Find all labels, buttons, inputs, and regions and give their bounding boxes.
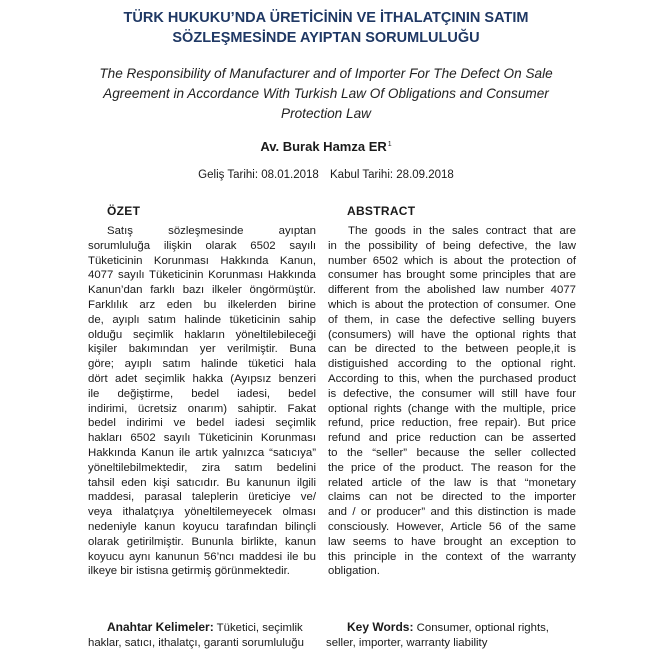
text-line: different from the abolished law number 4077	[328, 284, 576, 297]
text-line: can be directed to the between people,it is	[328, 343, 576, 356]
text-line: dört adet seçimlik hakka (Ayıpsız benzeri	[88, 372, 316, 385]
text-line: 4077 sayılı Tüketicinin Korunması Hakkında	[88, 269, 316, 282]
title-line: SÖZLEŞMESİNDE AYIPTAN SORUMLULUĞU	[172, 30, 480, 46]
title-line: TÜRK HUKUKU’NDA ÜRETİCİNİN VE İTHALATÇININ SATIM	[123, 10, 529, 26]
text-line: distiguished according to the optional right.	[328, 358, 576, 371]
keywords-text: haklar, satıcı, ithalatçı, garanti sorumluluğu	[88, 637, 304, 649]
text-line: of them, in case the defective selling buyers	[328, 313, 576, 326]
text-line: Kanun’dan farklı bazı ilkeler öngörmüştür.	[88, 284, 316, 297]
received-date: Geliş Tarihi: 08.01.2018	[198, 169, 319, 181]
text-line: hakları 6502 sayılı Tüketicinin Korunması	[88, 432, 316, 445]
text-line: bedel indirimi ve bedel iadesi seçimlik	[88, 417, 316, 430]
accepted-date: Kabul Tarihi: 28.09.2018	[330, 169, 454, 181]
text-line: The goods in the sales contract that are	[348, 225, 576, 237]
paper-title-english	[60, 64, 592, 124]
keywords-label: Anahtar Kelimeler:	[107, 620, 214, 634]
abstract-body	[328, 224, 576, 579]
text-line: de, ayıplı satım halinde tüketicinin sahip	[88, 313, 316, 326]
keywords-text: Consumer, optional rights,	[416, 622, 549, 634]
keywords-label: Key Words:	[347, 620, 414, 634]
text-line: Hakkında Kanun ile artık yalnızca “satıcıya”	[88, 446, 316, 459]
text-line: which is about the protection of consumer. One	[328, 298, 576, 311]
keywords-text: Tüketici, seçimlik	[216, 622, 303, 634]
text-line: veya ithalatçıya yöneltilemeyecek olması	[88, 506, 316, 519]
text-line: number 6502 which is about the protection of	[328, 254, 576, 267]
abstract-heading: ABSTRACT	[347, 204, 416, 218]
text-line: claims can not be directed to the importer	[328, 491, 576, 504]
text-line: the price of the product. The reason for the	[328, 461, 576, 474]
text-line: According to this, when the purchased product	[328, 372, 576, 385]
text-line: olarak getirilmiştir. Bununla birlikte, kanun	[88, 535, 316, 548]
text-line: yöneltilebilmektedir, zira satım bedelini	[88, 461, 316, 474]
author-line	[0, 139, 652, 154]
text-line: ilkeye bir istisna getirmiş görünmektedir.	[88, 565, 290, 578]
text-line: related article of the law is that “monetary	[328, 476, 576, 489]
text-line: optional rights (change with the multiple, price	[328, 402, 576, 415]
subtitle-line: The Responsibility of Manufacturer and of Importer For The Defect On Sale	[99, 66, 553, 81]
text-line: in the possibility of being defective, the law	[328, 239, 576, 252]
subtitle-line: Protection Law	[281, 106, 371, 121]
text-line: Farklılık arz eden bu ilkelerden birine	[88, 298, 316, 311]
text-line: tahsil eden kişi satıcıdır. Bu kanunun ilgili	[88, 476, 316, 489]
submission-dates	[0, 169, 652, 181]
subtitle-line: Agreement in Accordance With Turkish Law Of Obligations and Consumer	[103, 86, 549, 101]
text-line: Tüketicinin Korunması Hakkında Kanun,	[88, 254, 316, 267]
text-line: koyucu aynı kanunun 56’ncı maddesi ile bu	[88, 550, 316, 563]
text-line: Satış sözleşmesinde ayıptan	[107, 225, 316, 237]
text-line: olduğu seçimlik hakların yöneltilebileceği	[88, 328, 316, 341]
text-line: consciously. However, Article 56 of the same	[328, 520, 576, 533]
text-line: refund and price reduction can be asserted	[328, 432, 576, 445]
text-line: to the “seller” because the seller collected	[328, 446, 576, 459]
ozet-body	[88, 224, 316, 579]
text-line: nedeniyle kanun koyucu tarafından bilinçli	[88, 520, 316, 533]
ozet-heading: ÖZET	[107, 204, 141, 218]
author-name: Av. Burak Hamza ER	[260, 139, 387, 154]
text-line: göre; ayıplı satım halinde tüketici hala	[88, 358, 316, 371]
author-footnote-marker[interactable]: 1	[387, 140, 392, 148]
keywords-english	[326, 620, 578, 651]
keywords-turkish	[88, 620, 320, 651]
text-line: refund, price reduction, free repair). But price	[328, 417, 576, 430]
text-line: indirimi, ücretsiz onarım) sahiptir. Fakat	[88, 402, 316, 415]
text-line: is defective, the consumer will still have four	[328, 387, 576, 400]
text-line: law seems to have brought an exception to	[328, 535, 576, 548]
paper-title-turkish	[0, 8, 652, 48]
text-line: maddesi, parasal taleplerin üreticiye ve/	[88, 491, 316, 504]
text-line: consumer has brought some principles that are	[328, 269, 576, 282]
text-line: kişiler bakımından yer verilmiştir. Buna	[88, 343, 316, 356]
text-line: and / or producer” and this distinction is made	[328, 506, 576, 519]
keywords-text: seller, importer, warranty liability	[326, 637, 488, 649]
text-line: this principle in the context of the warranty	[328, 550, 576, 563]
text-line: (consumers) will have the optional rights that	[328, 328, 576, 341]
text-line: obligation.	[328, 565, 380, 578]
text-line: ile değiştirme, bedel iadesi, bedel	[88, 387, 316, 400]
text-line: sorumluluğa ilişkin olarak 6502 sayılı	[88, 239, 316, 252]
